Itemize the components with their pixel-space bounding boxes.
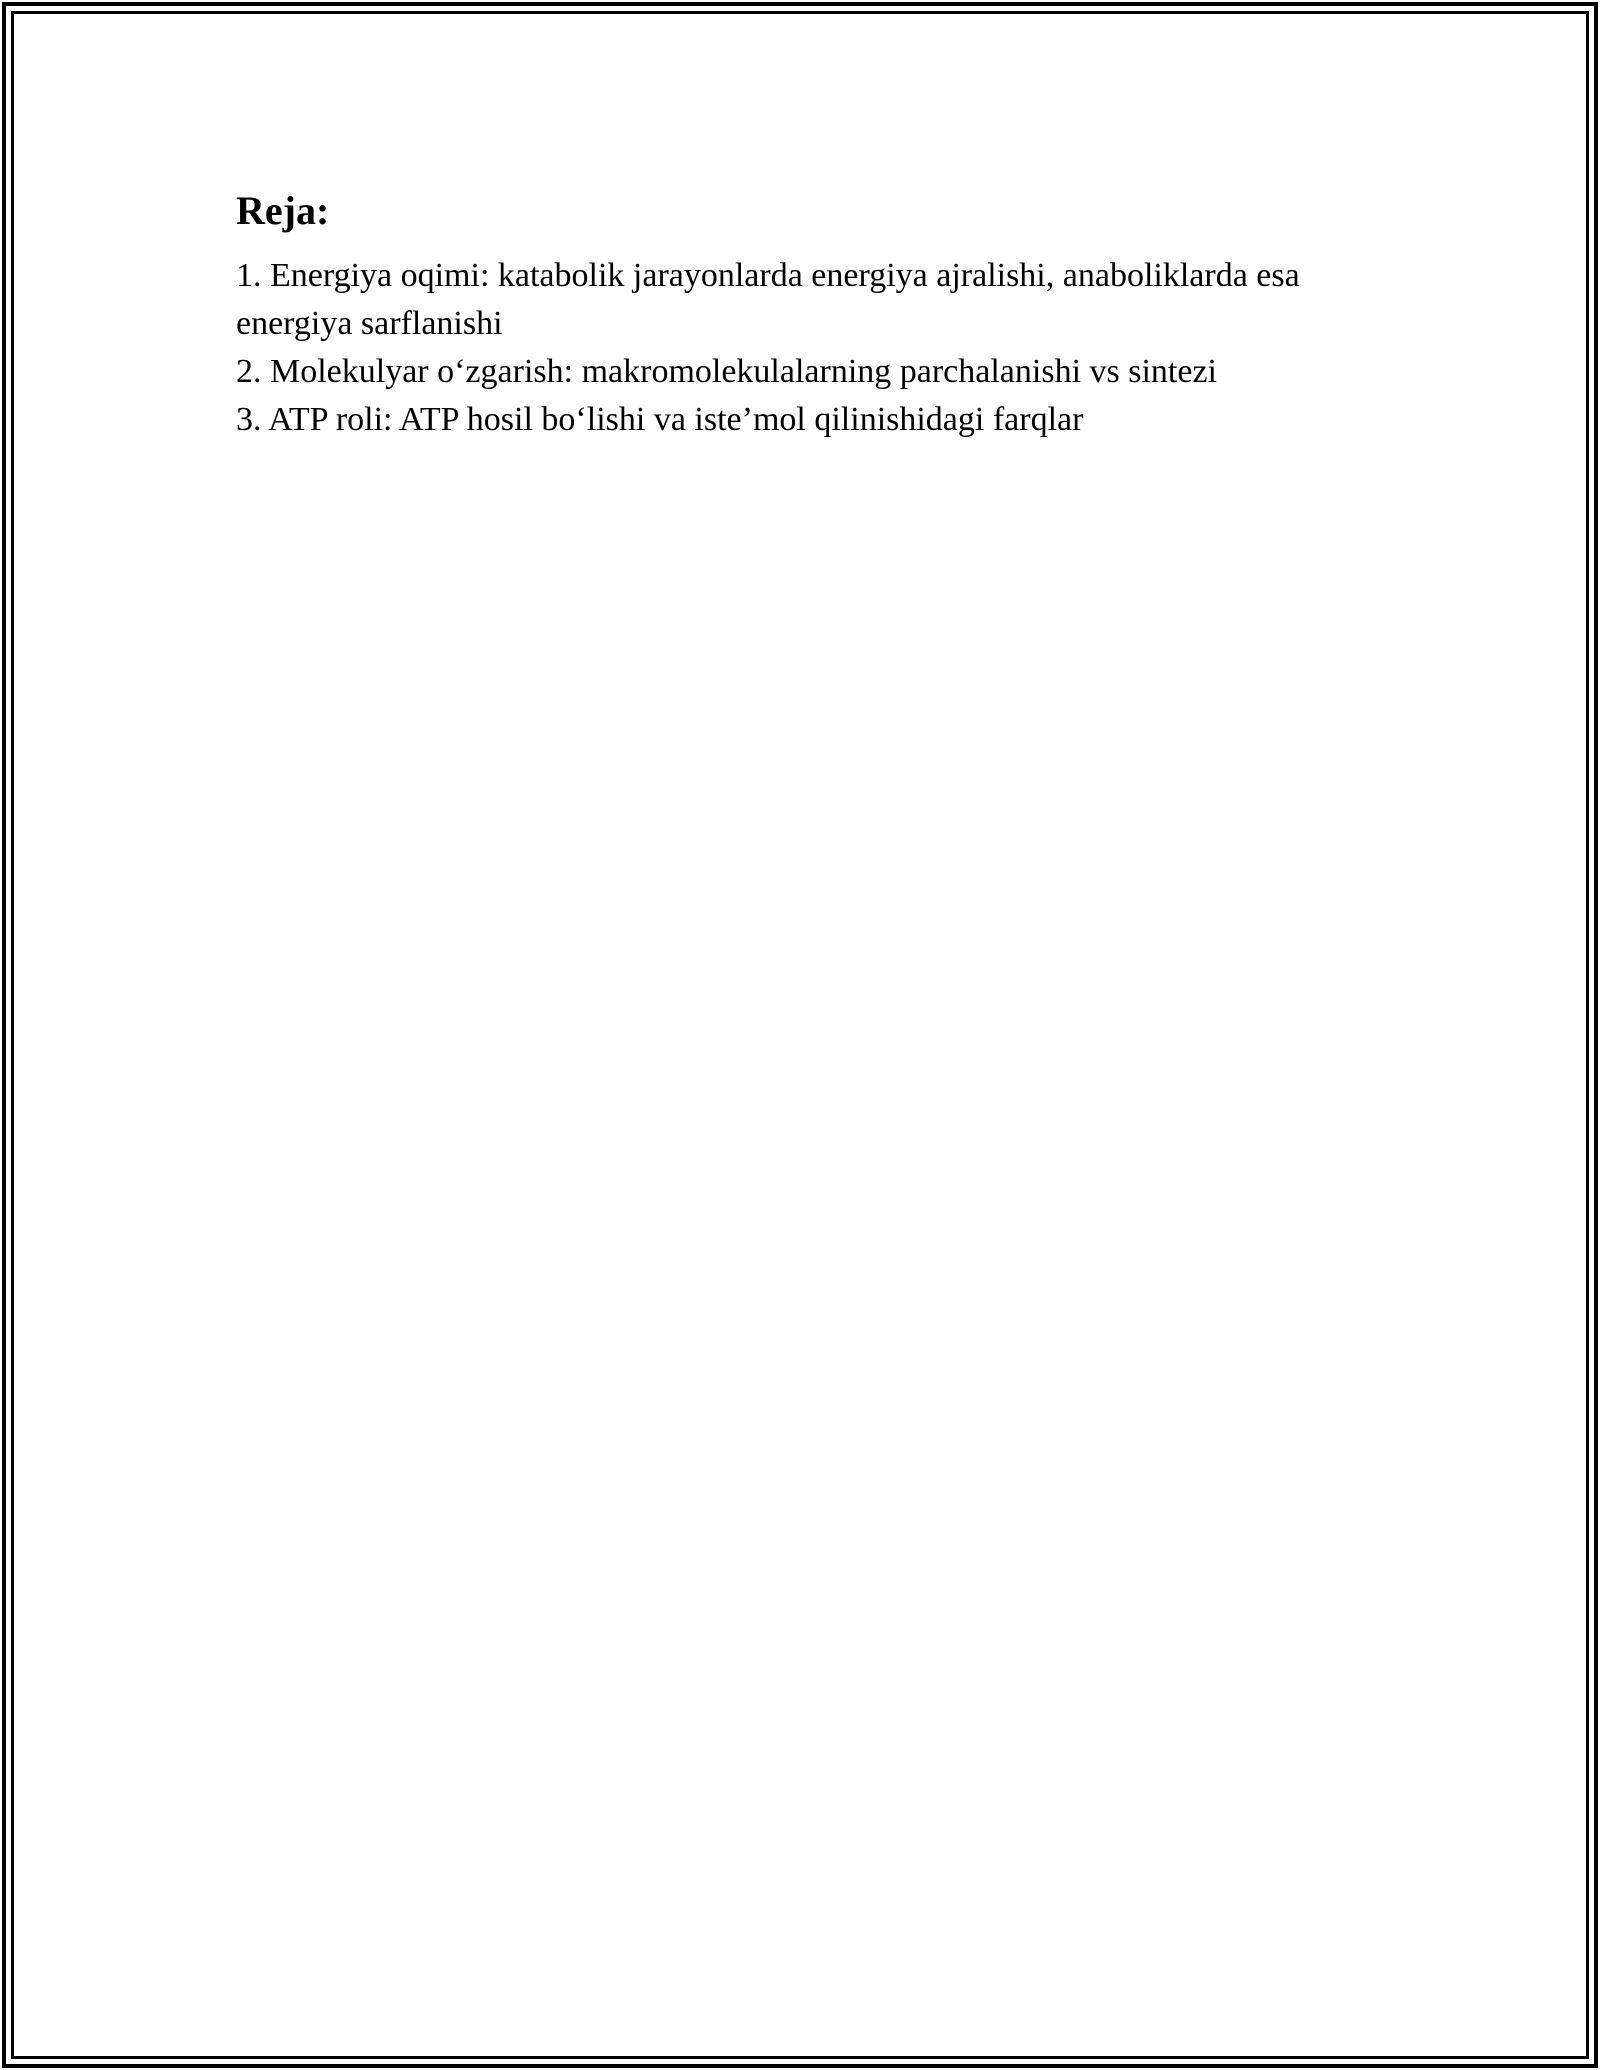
page-content bbox=[236, 186, 1386, 444]
plan-item-3: 3. ATP roli: ATP hosil bo‘lishi va iste’mol qilinishidagi farqlar bbox=[236, 401, 1084, 438]
plan-item-1: 1. Energiya oqimi: katabolik jarayonlarda energiya ajralishi, anaboliklarda esa energiya sarflanishi bbox=[236, 257, 1300, 342]
plan-item-2: 2. Molekulyar o‘zgarish: makromolekulalarning parchalanishi vs sintezi bbox=[236, 353, 1218, 390]
plan-list bbox=[236, 252, 1386, 444]
plan-heading: Reja: bbox=[236, 188, 330, 233]
